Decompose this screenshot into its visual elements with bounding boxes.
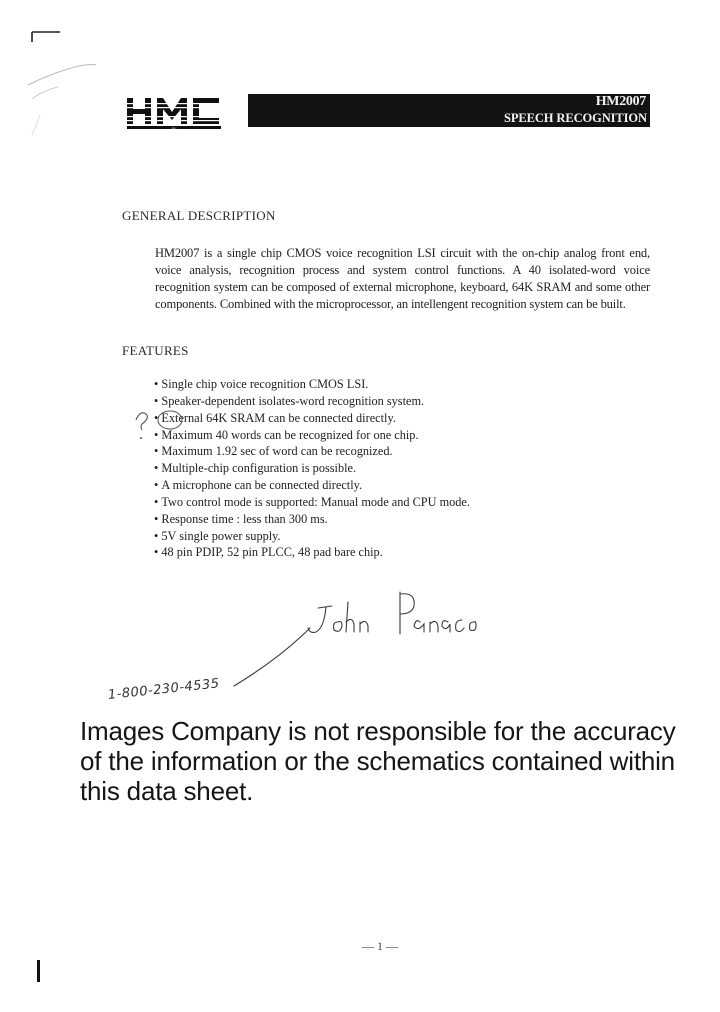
feature-item: • Speaker-dependent isolates-word recognition system. [154,393,470,410]
features-list [154,376,470,561]
part-number: HM2007 [595,94,646,109]
feature-item: • External 64K SRAM can be connected directly. [154,410,470,427]
handwritten-signature [220,588,480,698]
general-description-paragraph: HM2007 is a single chip CMOS voice recognition LSI circuit with the on-chip analog front end, voice analysis, recognition process and system control functions. A 40 isolated-word voice recognition system can be composed of external microphone, keyboard, 64K SRAM and some other components. Combined with the microprocessor, an intellengent recognition system can be built. [155,246,650,311]
header-banner [248,94,650,127]
page-number: — 1 — [362,939,398,953]
feature-item: • Response time : less than 300 ms. [154,511,470,528]
feature-item: • Single chip voice recognition CMOS LSI. [154,376,470,393]
feature-item: • Multiple-chip configuration is possible. [154,460,470,477]
handwritten-phone-number: 1-800-230-4535 [107,676,221,703]
logo-text: HMC [171,128,177,130]
disclaimer-text: Images Company is not responsible for the accuracy of the information or the schematics contained within this data sheet. [80,716,676,806]
feature-item: • 48 pin PDIP, 52 pin PLCC, 48 pad bare chip. [154,544,470,561]
scan-smudge [18,55,98,135]
feature-item: • Maximum 40 words can be recognized for one chip. [154,427,470,444]
product-title: SPEECH RECOGNITION [503,111,647,125]
feature-item: • A microphone can be connected directly. [154,477,470,494]
feature-item: • 5V single power supply. [154,528,470,545]
feature-item: • Maximum 1.92 sec of word can be recognized. [154,443,470,460]
scan-edge-mark [37,960,40,982]
feature-item: • Two control mode is supported: Manual mode and CPU mode. [154,494,470,511]
general-description-heading: GENERAL DESCRIPTION [122,208,276,223]
scan-corner-mark [30,30,62,44]
handwritten-question-mark [134,408,184,442]
hmc-logo [127,96,221,130]
features-heading: FEATURES [122,343,189,358]
